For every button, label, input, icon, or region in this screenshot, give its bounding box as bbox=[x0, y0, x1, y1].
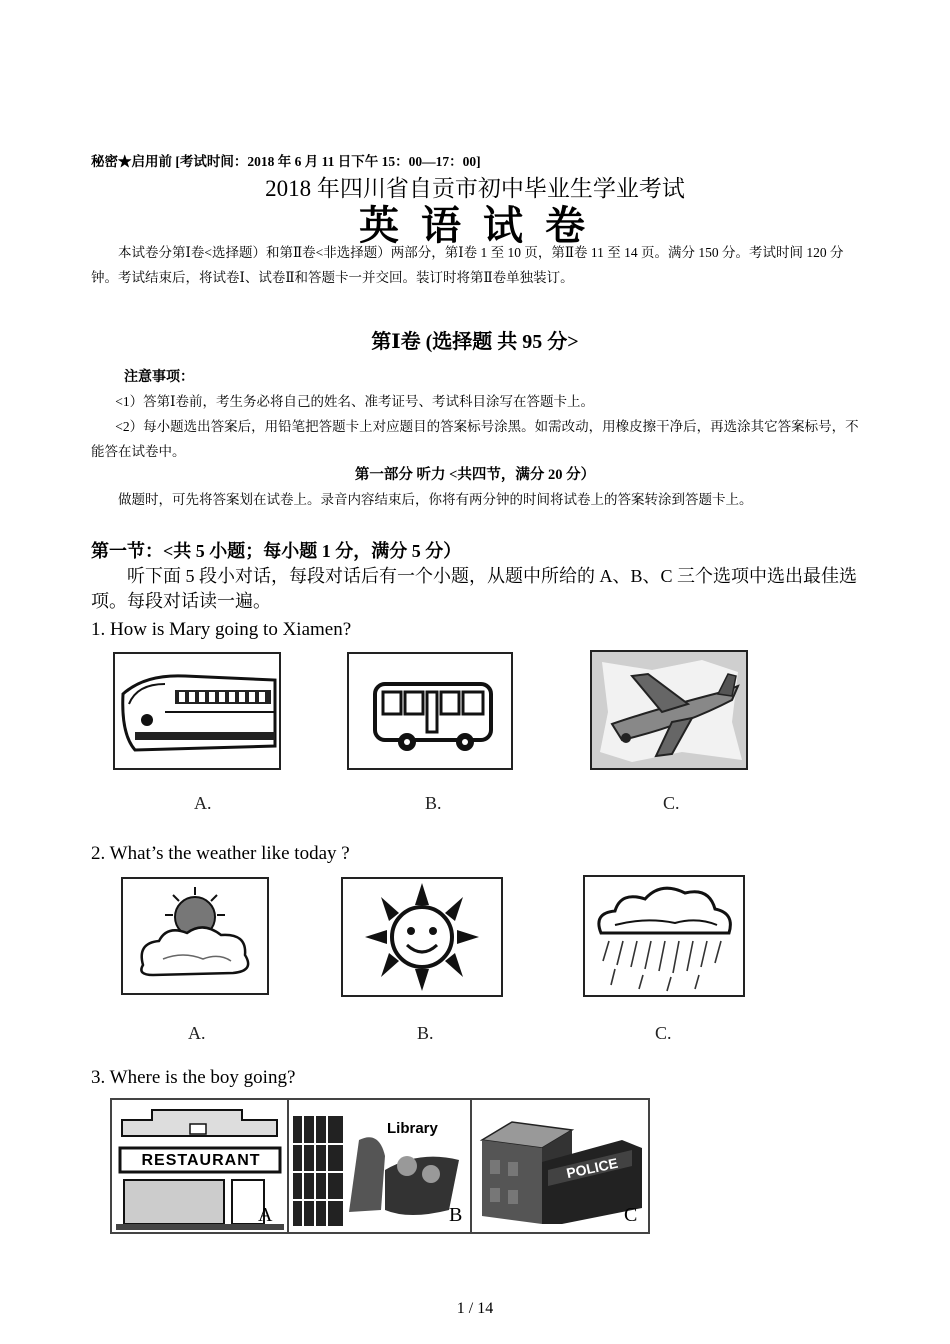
police-sign: POLICE bbox=[564, 1154, 620, 1182]
intro-text: 本试卷分第Ⅰ卷<选择题）和第Ⅱ卷<非选择题）两部分，第Ⅰ卷 1 至 10 页，第Ⅱ卷 11 至 14 页。满分 150 分。考试时间 120 分钟。考试结束后，将试卷Ⅰ、试卷Ⅱ和答题卡一并交回。装订时将第Ⅱ卷单独装订。 bbox=[91, 245, 844, 285]
section1-instruction bbox=[91, 564, 861, 614]
page-number: 1 / 14 bbox=[456, 1300, 494, 1317]
bus-icon bbox=[349, 654, 511, 768]
cloudy-icon bbox=[123, 879, 267, 993]
part1-instruction-text: 做题时，可先将答案划在试卷上。录音内容结束后，你将有两分钟的时间将试卷上的答案转涂到答题卡上。 bbox=[118, 492, 753, 507]
option-3b-label: B bbox=[449, 1204, 463, 1226]
library-icon bbox=[289, 1100, 470, 1232]
option-1c[interactable] bbox=[590, 650, 748, 770]
paper-title: 英 语 试 卷 bbox=[359, 203, 591, 248]
note-2: <2）每小题选出答案后，用铅笔把答题卡上对应题目的答案标号涂黑。如需改动，用橡皮擦干净后，再选涂其它答案标号，不能答在试卷中。 bbox=[91, 419, 859, 459]
section1-heading: 第一节：<共 5 小题；每小题 1 分，满分 5 分） bbox=[91, 541, 462, 561]
option-2c-label: C. bbox=[655, 1023, 672, 1043]
option-1b-label: B. bbox=[425, 793, 442, 813]
option-1c-label: C. bbox=[663, 793, 680, 813]
plane-icon bbox=[592, 652, 746, 768]
option-1a[interactable] bbox=[113, 652, 281, 770]
option-3c-label: C bbox=[624, 1204, 638, 1226]
option-3b[interactable] bbox=[289, 1100, 472, 1232]
note-1: <1）答第Ⅰ卷前，考生务必将自己的姓名、准考证号、考试科目涂写在答题卡上。 bbox=[115, 394, 594, 409]
option-3a-label: A bbox=[258, 1204, 273, 1226]
option-1a-label: A. bbox=[194, 793, 212, 813]
section1-instruction-text: 听下面 5 段小对话，每段对话后有一个小题，从题中所给的 A、B、C 三个选项中选出最佳选项。每段对话读一遍。 bbox=[91, 566, 858, 611]
option-2a[interactable] bbox=[121, 877, 269, 995]
part1-instruction bbox=[91, 487, 861, 512]
question-1: 1. How is Mary going to Xiamen? bbox=[91, 619, 352, 640]
option-2b[interactable] bbox=[341, 877, 503, 997]
part1-heading: 第一部分 听力 <共四节，满分 20 分） bbox=[354, 467, 596, 483]
police-station-icon bbox=[472, 1100, 648, 1232]
question-3: 3. Where is the boy going? bbox=[91, 1067, 296, 1088]
question-3-strip bbox=[110, 1098, 650, 1234]
option-2b-label: B. bbox=[417, 1023, 434, 1043]
intro-paragraph bbox=[91, 240, 861, 290]
option-3a[interactable] bbox=[112, 1100, 289, 1232]
restaurant-sign: RESTAURANT bbox=[141, 1152, 261, 1169]
volume1-heading: 第Ⅰ卷 (选择题 共 95 分> bbox=[371, 331, 579, 353]
option-2a-label: A. bbox=[188, 1023, 206, 1043]
option-1b[interactable] bbox=[347, 652, 513, 770]
rainy-icon bbox=[585, 877, 743, 995]
sunny-icon bbox=[343, 879, 501, 995]
train-icon bbox=[115, 654, 279, 768]
notes bbox=[91, 389, 861, 464]
secret-line: 秘密★启用前 [考试时间：2018 年 6 月 11 日下午 15：00—17：00] bbox=[91, 154, 481, 169]
option-2c[interactable] bbox=[583, 875, 745, 997]
library-sign: Library bbox=[387, 1120, 438, 1137]
notes-title: 注意事项： bbox=[124, 370, 194, 385]
exam-title: 2018 年四川省自贡市初中毕业生学业考试 bbox=[265, 176, 685, 201]
option-3c[interactable] bbox=[472, 1100, 648, 1232]
question-2: 2. What’s the weather like today ? bbox=[91, 843, 350, 864]
